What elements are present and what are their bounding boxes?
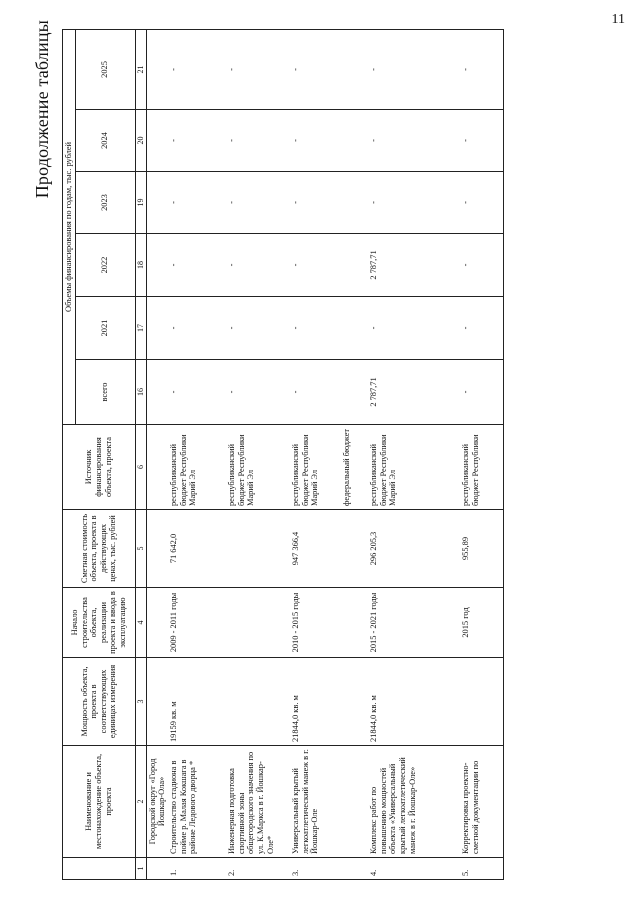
column-number: 5 xyxy=(135,510,146,588)
object-capacity: 21844,0 кв. м xyxy=(368,658,460,746)
object-capacity xyxy=(226,658,290,746)
object-capacity xyxy=(460,658,504,746)
column-number: 20 xyxy=(135,110,146,172)
funding-2021: - xyxy=(460,297,504,360)
column-number: 19 xyxy=(135,172,146,234)
header-year-2025: 2025 xyxy=(75,29,135,109)
object-start: 2009 - 2011 годы xyxy=(168,588,226,658)
rotated-page-content xyxy=(32,20,607,880)
funding-2023: - xyxy=(226,172,290,234)
funding-2021: - xyxy=(368,297,460,360)
funding-total: - xyxy=(168,360,226,425)
header-source: Источник финансирования объекта, проекта xyxy=(63,425,136,510)
row-number: 2. xyxy=(226,858,290,880)
column-number: 18 xyxy=(135,234,146,297)
funding-2024: - xyxy=(290,110,368,172)
funding-source-federal: федеральный бюджет xyxy=(341,428,351,506)
header-year-2023: 2023 xyxy=(75,172,135,234)
funding-source-cell xyxy=(290,425,368,510)
object-capacity: 19159 кв. м xyxy=(168,658,226,746)
object-start: 2010 - 2015 годы xyxy=(290,588,368,658)
table-row xyxy=(368,29,460,879)
funding-2025: - xyxy=(290,29,368,109)
funding-source: республиканский бюджет Республики Марий Эл xyxy=(290,434,320,506)
funding-2023: - xyxy=(290,172,368,234)
funding-source: республиканский бюджет Республики Марий Эл xyxy=(368,425,460,510)
table-row xyxy=(168,29,226,879)
object-name: Корректировка проектно-сметной документации по xyxy=(460,746,504,858)
object-start xyxy=(226,588,290,658)
table-row xyxy=(226,29,290,879)
object-capacity: 21844,0 кв. м xyxy=(290,658,368,746)
table-row xyxy=(460,29,504,879)
column-number: 17 xyxy=(135,297,146,360)
district-row xyxy=(146,29,168,879)
funding-2025: - xyxy=(460,29,504,109)
object-cost: 947 366,4 xyxy=(290,510,368,588)
table-row xyxy=(290,29,368,879)
funding-2025: - xyxy=(168,29,226,109)
funding-2023: - xyxy=(368,172,460,234)
table-caption: Продолжение таблицы xyxy=(32,20,52,199)
column-number-row xyxy=(135,29,146,879)
header-cost: Сметная стоимость объекта, проекта в действующих ценах, тыс. рублей xyxy=(63,510,136,588)
funding-source: республиканский бюджет Республики Марий Эл xyxy=(226,425,290,510)
object-name: Комплекс работ по повышению мощностей объекта «Универсальный крытый легкоатлетический манеж в г. Йошкар-Оле» xyxy=(368,746,460,858)
funding-total: - xyxy=(460,360,504,425)
funding-2022: - xyxy=(290,234,368,297)
column-number: 21 xyxy=(135,29,146,109)
object-name: Строительство стадиона в пойме р. Малая Кокшага в районе Ледового дворца * xyxy=(168,746,226,858)
funding-total: - xyxy=(290,360,368,425)
row-number: 3. xyxy=(290,858,368,880)
header-funding-group: Объемы финансирования по годам, тыс. рублей xyxy=(63,29,76,424)
funding-total: 2 787,71 xyxy=(368,360,460,425)
header-year-2021: 2021 xyxy=(75,297,135,360)
funding-2022: - xyxy=(226,234,290,297)
funding-2025: - xyxy=(368,29,460,109)
funding-2021: - xyxy=(168,297,226,360)
funding-2021: - xyxy=(290,297,368,360)
column-number: 16 xyxy=(135,360,146,425)
header-number xyxy=(63,858,136,880)
column-number: 6 xyxy=(135,425,146,510)
funding-2024: - xyxy=(460,110,504,172)
funding-2023: - xyxy=(168,172,226,234)
funding-2024: - xyxy=(168,110,226,172)
row-number: 1. xyxy=(168,858,226,880)
header-total: всего xyxy=(75,360,135,425)
row-number: 5. xyxy=(460,858,504,880)
row-number: 4. xyxy=(368,858,460,880)
column-number: 3 xyxy=(135,658,146,746)
header-year-2022: 2022 xyxy=(75,234,135,297)
object-name: Универсальный крытый легкоатлетический манеж в г. Йошкар-Оле xyxy=(290,746,368,858)
object-cost: 955,89 xyxy=(460,510,504,588)
column-number: 4 xyxy=(135,588,146,658)
funding-2023: - xyxy=(460,172,504,234)
funding-source: республиканский бюджет Республики xyxy=(460,425,504,510)
header-start: Начало строительства объекта, реализации проекта и ввода в эксплуатацию xyxy=(63,588,136,658)
funding-2022: - xyxy=(460,234,504,297)
object-cost: 71 642,0 xyxy=(168,510,226,588)
funding-2025: - xyxy=(226,29,290,109)
funding-2021: - xyxy=(226,297,290,360)
header-name: Наименование и местонахождение объекта, проекта xyxy=(63,746,136,858)
funding-2022: 2 787,71 xyxy=(368,234,460,297)
header-capacity: Мощность объекта, проекта в соответствующих единицах измерения xyxy=(63,658,136,746)
funding-2024: - xyxy=(226,110,290,172)
funding-source: республиканский бюджет Республики Марий Эл xyxy=(168,425,226,510)
funding-total: - xyxy=(226,360,290,425)
object-cost xyxy=(226,510,290,588)
funding-2022: - xyxy=(168,234,226,297)
district-name: Городской округ «Город Йошкар-Ола» xyxy=(146,746,168,858)
funding-2024: - xyxy=(368,110,460,172)
object-cost: 296 205,3 xyxy=(368,510,460,588)
funding-table xyxy=(62,29,504,880)
object-start: 2015 - 2021 годы xyxy=(368,588,460,658)
column-number: 2 xyxy=(135,746,146,858)
object-name: Инженерная подготовка спортивной зоны общегородского значения по ул. К.Маркса в г. Йошкар-Оле* xyxy=(226,746,290,858)
object-start: 2015 год xyxy=(460,588,504,658)
header-year-2024: 2024 xyxy=(75,110,135,172)
page-number: 11 xyxy=(611,12,625,27)
column-number: 1 xyxy=(135,858,146,880)
